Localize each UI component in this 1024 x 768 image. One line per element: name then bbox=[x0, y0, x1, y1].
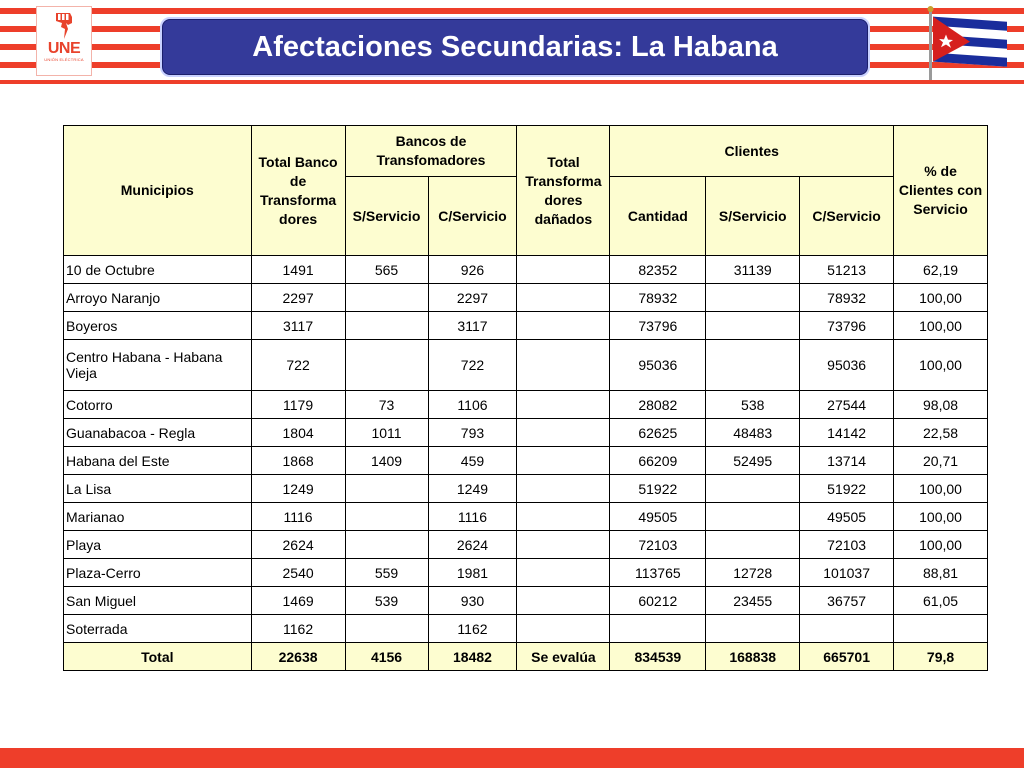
cell-total-bancos: 1116 bbox=[251, 503, 345, 531]
afectaciones-table bbox=[63, 125, 988, 671]
cell-bancos-c: 1249 bbox=[428, 475, 517, 503]
cell-clientes-c: 27544 bbox=[800, 391, 894, 419]
cell-clientes-c bbox=[800, 615, 894, 643]
cell-bancos-c: 1106 bbox=[428, 391, 517, 419]
cell-cantidad: 49505 bbox=[610, 503, 706, 531]
cell-bancos-c: 2297 bbox=[428, 284, 517, 312]
cell-pct: 100,00 bbox=[894, 503, 988, 531]
cell-municipio: 10 de Octubre bbox=[64, 256, 252, 284]
cell-cantidad: 72103 bbox=[610, 531, 706, 559]
table-row bbox=[64, 447, 988, 475]
cell-cantidad: 51922 bbox=[610, 475, 706, 503]
table-row bbox=[64, 503, 988, 531]
cell-municipio: San Miguel bbox=[64, 587, 252, 615]
cell-danados bbox=[517, 615, 610, 643]
cell-clientes-s bbox=[706, 475, 800, 503]
cell-clientes-s bbox=[706, 531, 800, 559]
cell-cantidad: 66209 bbox=[610, 447, 706, 475]
table-row bbox=[64, 615, 988, 643]
cell-total-bancos: 2540 bbox=[251, 559, 345, 587]
header-bancos-s: S/Servicio bbox=[345, 177, 428, 256]
cell-municipio: Arroyo Naranjo bbox=[64, 284, 252, 312]
cell-bancos-s bbox=[345, 284, 428, 312]
cell-total-bancos: 22638 bbox=[251, 643, 345, 671]
cell-danados bbox=[517, 559, 610, 587]
cell-cantidad: 834539 bbox=[610, 643, 706, 671]
cell-municipio: Soterrada bbox=[64, 615, 252, 643]
cell-bancos-c: 722 bbox=[428, 340, 517, 391]
cell-bancos-s: 565 bbox=[345, 256, 428, 284]
header-stripe bbox=[0, 8, 1024, 14]
cell-municipio: Boyeros bbox=[64, 312, 252, 340]
cell-clientes-c: 51922 bbox=[800, 475, 894, 503]
cell-clientes-c: 51213 bbox=[800, 256, 894, 284]
cell-bancos-c: 2624 bbox=[428, 531, 517, 559]
cell-clientes-c: 101037 bbox=[800, 559, 894, 587]
cell-total-label: Total bbox=[64, 643, 252, 671]
header-total-danados: Total Transforma dores dañados bbox=[517, 126, 610, 256]
header-stripe bbox=[0, 80, 1024, 84]
cell-danados bbox=[517, 475, 610, 503]
cell-cantidad: 78932 bbox=[610, 284, 706, 312]
cell-danados bbox=[517, 391, 610, 419]
cell-clientes-s: 52495 bbox=[706, 447, 800, 475]
cell-bancos-c: 1981 bbox=[428, 559, 517, 587]
cell-bancos-c: 459 bbox=[428, 447, 517, 475]
cell-clientes-s bbox=[706, 340, 800, 391]
logo-subtext: UNIÓN ELÉCTRICA bbox=[44, 57, 84, 62]
une-logo bbox=[36, 6, 92, 76]
cell-municipio: Plaza-Cerro bbox=[64, 559, 252, 587]
cell-danados bbox=[517, 419, 610, 447]
cell-clientes-c: 73796 bbox=[800, 312, 894, 340]
cell-pct: 22,58 bbox=[894, 419, 988, 447]
cell-bancos-s bbox=[345, 312, 428, 340]
cell-clientes-s bbox=[706, 312, 800, 340]
cell-total-bancos: 2624 bbox=[251, 531, 345, 559]
cell-clientes-c: 36757 bbox=[800, 587, 894, 615]
cell-bancos-s bbox=[345, 531, 428, 559]
cell-total-bancos: 2297 bbox=[251, 284, 345, 312]
cell-municipio: Guanabacoa - Regla bbox=[64, 419, 252, 447]
cell-bancos-c: 793 bbox=[428, 419, 517, 447]
cell-pct: 100,00 bbox=[894, 312, 988, 340]
header-total-bancos: Total Banco de Transforma dores bbox=[251, 126, 345, 256]
table-row bbox=[64, 475, 988, 503]
cell-bancos-c: 926 bbox=[428, 256, 517, 284]
cell-clientes-c: 49505 bbox=[800, 503, 894, 531]
logo-text: UNE bbox=[47, 40, 81, 57]
cell-clientes-c: 665701 bbox=[800, 643, 894, 671]
cell-bancos-s: 539 bbox=[345, 587, 428, 615]
cell-danados: Se evalúa bbox=[517, 643, 610, 671]
page-title: Afectaciones Secundarias: La Habana bbox=[252, 30, 778, 63]
cell-total-bancos: 1804 bbox=[251, 419, 345, 447]
cell-clientes-s: 48483 bbox=[706, 419, 800, 447]
cell-bancos-c: 1162 bbox=[428, 615, 517, 643]
cell-pct: 100,00 bbox=[894, 284, 988, 312]
table-row bbox=[64, 256, 988, 284]
cell-bancos-s bbox=[345, 503, 428, 531]
cell-pct: 100,00 bbox=[894, 340, 988, 391]
table-row bbox=[64, 531, 988, 559]
cell-danados bbox=[517, 587, 610, 615]
title-banner bbox=[160, 17, 870, 77]
table-row bbox=[64, 559, 988, 587]
cell-cantidad: 95036 bbox=[610, 340, 706, 391]
cell-pct: 61,05 bbox=[894, 587, 988, 615]
cuban-flag-icon bbox=[924, 4, 1012, 80]
cell-pct: 98,08 bbox=[894, 391, 988, 419]
cell-danados bbox=[517, 340, 610, 391]
cell-danados bbox=[517, 531, 610, 559]
cell-pct: 100,00 bbox=[894, 475, 988, 503]
cell-bancos-s: 4156 bbox=[345, 643, 428, 671]
cell-clientes-c: 14142 bbox=[800, 419, 894, 447]
cell-danados bbox=[517, 284, 610, 312]
cell-total-bancos: 1868 bbox=[251, 447, 345, 475]
cell-clientes-s: 12728 bbox=[706, 559, 800, 587]
cell-bancos-s bbox=[345, 475, 428, 503]
table-row bbox=[64, 391, 988, 419]
cell-municipio: Habana del Este bbox=[64, 447, 252, 475]
cell-danados bbox=[517, 503, 610, 531]
cell-clientes-s: 31139 bbox=[706, 256, 800, 284]
cell-danados bbox=[517, 256, 610, 284]
cell-municipio: Cotorro bbox=[64, 391, 252, 419]
cell-bancos-s: 1409 bbox=[345, 447, 428, 475]
header-clientes-s: S/Servicio bbox=[706, 177, 800, 256]
header-pct: % de Clientes con Servicio bbox=[894, 126, 988, 256]
cell-danados bbox=[517, 447, 610, 475]
cell-clientes-c: 95036 bbox=[800, 340, 894, 391]
cell-municipio: Centro Habana - Habana Vieja bbox=[64, 340, 252, 391]
cell-total-bancos: 1469 bbox=[251, 587, 345, 615]
cell-bancos-s: 73 bbox=[345, 391, 428, 419]
table-row bbox=[64, 587, 988, 615]
cell-cantidad: 60212 bbox=[610, 587, 706, 615]
cell-clientes-s: 168838 bbox=[706, 643, 800, 671]
cell-bancos-c: 1116 bbox=[428, 503, 517, 531]
header-cantidad: Cantidad bbox=[610, 177, 706, 256]
header-clientes-c: C/Servicio bbox=[800, 177, 894, 256]
cell-total-bancos: 1179 bbox=[251, 391, 345, 419]
cell-cantidad: 62625 bbox=[610, 419, 706, 447]
cell-total-bancos: 722 bbox=[251, 340, 345, 391]
header-clientes-group: Clientes bbox=[610, 126, 894, 177]
cell-municipio: Marianao bbox=[64, 503, 252, 531]
cell-clientes-c: 78932 bbox=[800, 284, 894, 312]
cell-pct: 20,71 bbox=[894, 447, 988, 475]
cell-pct: 88,81 bbox=[894, 559, 988, 587]
table-row bbox=[64, 312, 988, 340]
cell-municipio: Playa bbox=[64, 531, 252, 559]
cell-bancos-s bbox=[345, 615, 428, 643]
cell-municipio: La Lisa bbox=[64, 475, 252, 503]
cell-clientes-s: 23455 bbox=[706, 587, 800, 615]
cell-bancos-c: 18482 bbox=[428, 643, 517, 671]
cell-pct: 62,19 bbox=[894, 256, 988, 284]
cell-bancos-c: 3117 bbox=[428, 312, 517, 340]
table-row bbox=[64, 419, 988, 447]
cell-cantidad bbox=[610, 615, 706, 643]
cell-danados bbox=[517, 312, 610, 340]
cell-total-bancos: 1162 bbox=[251, 615, 345, 643]
header-bancos-group: Bancos de Transfomadores bbox=[345, 126, 517, 177]
cell-pct: 79,8 bbox=[894, 643, 988, 671]
table-row bbox=[64, 340, 988, 391]
cell-cantidad: 113765 bbox=[610, 559, 706, 587]
cell-clientes-s bbox=[706, 615, 800, 643]
fist-lightning-icon bbox=[52, 11, 76, 41]
cell-total-bancos: 3117 bbox=[251, 312, 345, 340]
cell-pct bbox=[894, 615, 988, 643]
cell-cantidad: 82352 bbox=[610, 256, 706, 284]
table-row bbox=[64, 284, 988, 312]
cell-pct: 100,00 bbox=[894, 531, 988, 559]
cell-cantidad: 28082 bbox=[610, 391, 706, 419]
cell-clientes-s: 538 bbox=[706, 391, 800, 419]
cell-bancos-s bbox=[345, 340, 428, 391]
cell-clientes-s bbox=[706, 503, 800, 531]
cell-clientes-s bbox=[706, 284, 800, 312]
cell-total-bancos: 1491 bbox=[251, 256, 345, 284]
footer-stripe bbox=[0, 748, 1024, 768]
cell-clientes-c: 13714 bbox=[800, 447, 894, 475]
cell-bancos-s: 1011 bbox=[345, 419, 428, 447]
header-bancos-c: C/Servicio bbox=[428, 177, 517, 256]
header-municipios: Municipios bbox=[64, 126, 252, 256]
cell-cantidad: 73796 bbox=[610, 312, 706, 340]
cell-clientes-c: 72103 bbox=[800, 531, 894, 559]
cell-bancos-c: 930 bbox=[428, 587, 517, 615]
cell-total-bancos: 1249 bbox=[251, 475, 345, 503]
total-row bbox=[64, 643, 988, 671]
cell-bancos-s: 559 bbox=[345, 559, 428, 587]
